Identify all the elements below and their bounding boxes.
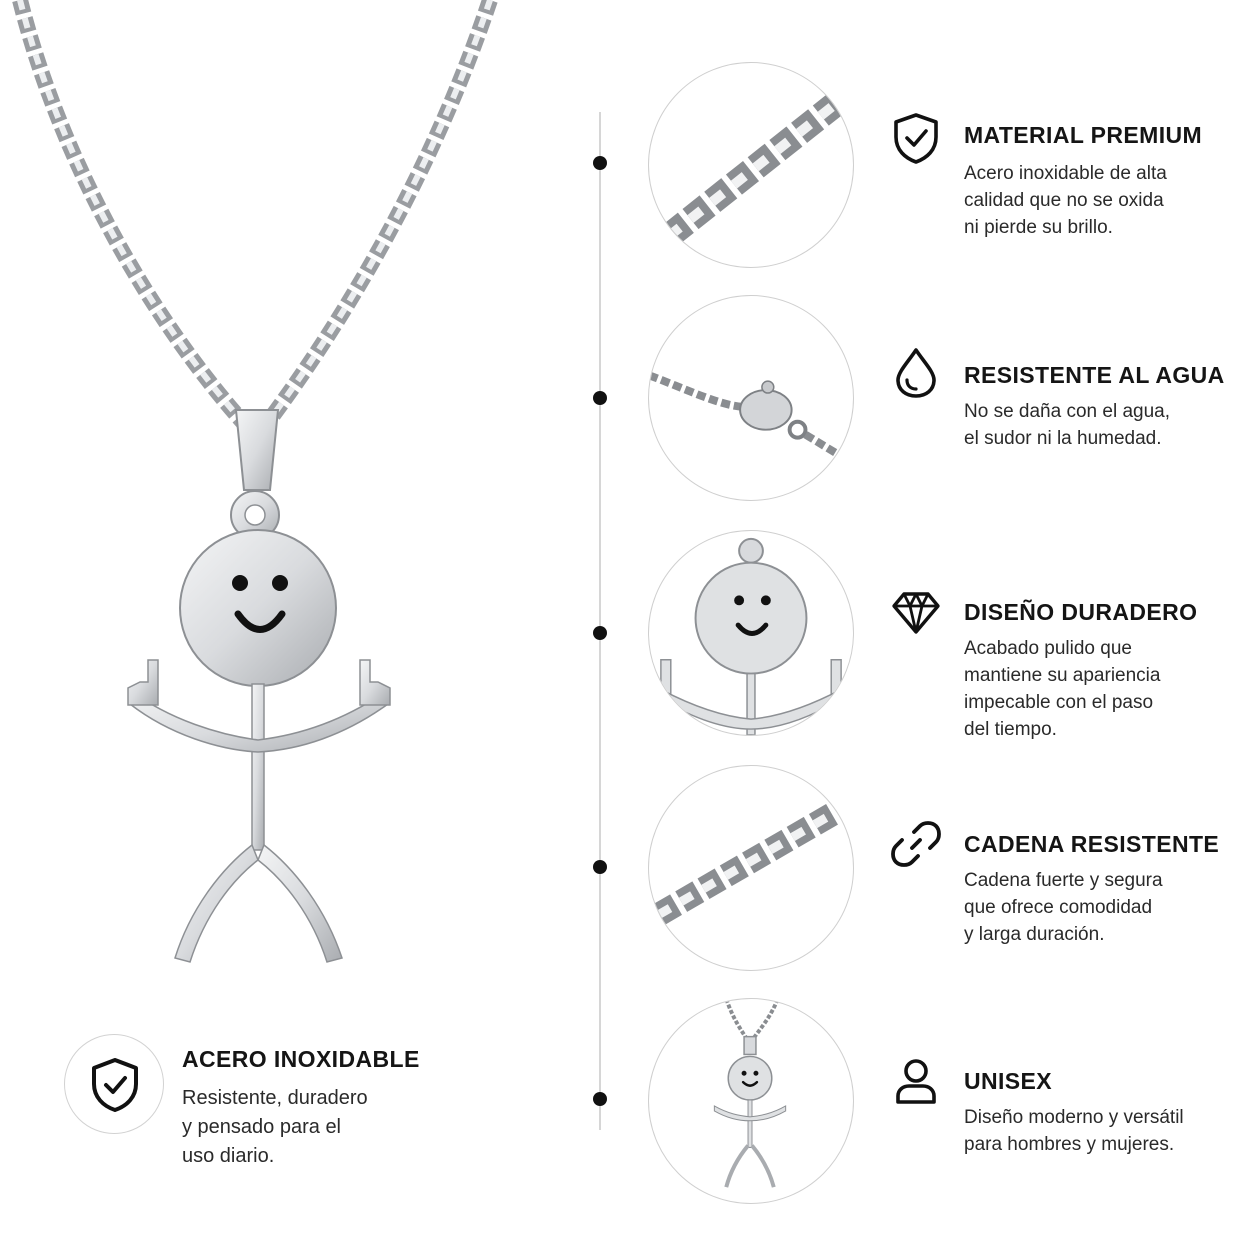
- feature-line: del tiempo.: [964, 719, 1057, 740]
- diamond-icon: [890, 586, 942, 638]
- badge-line: y pensado para el: [182, 1116, 342, 1138]
- timeline-dot: [593, 156, 607, 170]
- feature-line: que ofrece comodidad: [964, 897, 1153, 918]
- feature-line: calidad que no se oxida: [964, 190, 1164, 211]
- feature-line: Acabado pulido que: [964, 638, 1132, 659]
- feature-image-chain: [648, 62, 854, 268]
- timeline-dot: [593, 626, 607, 640]
- water-drop-icon: [890, 346, 942, 398]
- feature-image-clasp: [648, 295, 854, 501]
- shield-check-icon: [890, 112, 942, 164]
- timeline-dot: [593, 1092, 607, 1106]
- feature-description-unisex: [964, 1104, 1234, 1158]
- badge-title: ACERO INOXIDABLE: [182, 1046, 420, 1072]
- shield-check-icon: [89, 1057, 141, 1113]
- feature-line: Acero inoxidable de alta: [964, 163, 1167, 184]
- feature-title-water: RESISTENTE AL AGUA: [964, 362, 1225, 388]
- product-necklace-image: [0, 0, 590, 1010]
- feature-line: Cadena fuerte y segura: [964, 870, 1163, 891]
- badge-line: uso diario.: [182, 1145, 275, 1167]
- user-icon: [890, 1056, 942, 1108]
- feature-line: y larga duración.: [964, 924, 1105, 945]
- timeline-dot: [593, 391, 607, 405]
- chain-link-icon: [890, 818, 942, 870]
- timeline-dot: [593, 860, 607, 874]
- feature-title-unisex: UNISEX: [964, 1068, 1053, 1094]
- badge-icon-circle: [64, 1034, 164, 1134]
- badge-description: [182, 1084, 442, 1171]
- feature-line: Diseño moderno y versátil: [964, 1107, 1184, 1128]
- feature-line: para hombres y mujeres.: [964, 1134, 1175, 1155]
- feature-line: el sudor ni la humedad.: [964, 428, 1162, 449]
- feature-line: ni pierde su brillo.: [964, 217, 1113, 238]
- feature-description-water: [964, 398, 1234, 452]
- feature-description-design: [964, 635, 1234, 743]
- feature-line: impecable con el paso: [964, 692, 1154, 713]
- feature-title-chain: CADENA RESISTENTE: [964, 831, 1220, 857]
- feature-description-chain: [964, 867, 1234, 948]
- feature-description-material: [964, 160, 1234, 241]
- feature-image-pendant-face: [648, 530, 854, 736]
- feature-line: mantiene su apariencia: [964, 665, 1161, 686]
- badge-line: Resistente, duradero: [182, 1087, 368, 1109]
- timeline-line: [599, 112, 601, 1130]
- feature-title-material: MATERIAL PREMIUM: [964, 122, 1203, 148]
- feature-line: No se daña con el agua,: [964, 401, 1170, 422]
- feature-image-full-pendant: [648, 998, 854, 1204]
- feature-image-chain-detail: [648, 765, 854, 971]
- feature-title-design: DISEÑO DURADERO: [964, 599, 1198, 625]
